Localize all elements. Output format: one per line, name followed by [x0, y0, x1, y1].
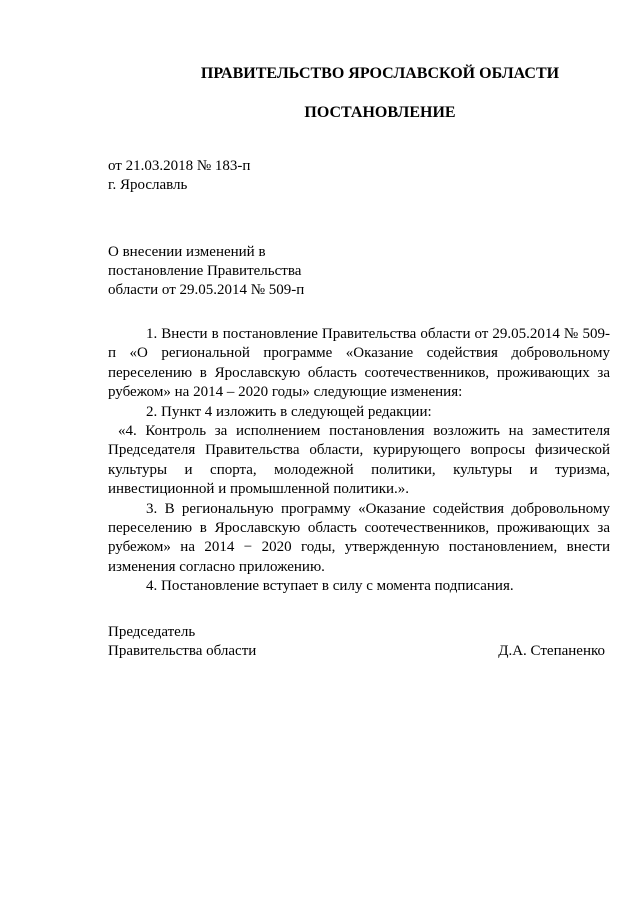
- document-meta: [108, 157, 250, 195]
- signatory-name: Д.А. Степаненко: [498, 643, 605, 659]
- body-paragraph: 3. В региональную программу «Оказание содействия добровольному переселению в Ярославскую область соотечественников, проживающих за рубежом» на 2014 − 2020 годы, утвержденную постановлением, внести изменения согласно приложению.: [108, 500, 610, 575]
- signatory-position-line: Председатель: [108, 624, 196, 640]
- date-number: от 21.03.2018 № 183-п: [108, 158, 251, 174]
- subject-line: постановление Правительства: [108, 263, 302, 279]
- subject-line: области от 29.05.2014 № 509-п: [108, 282, 305, 298]
- subject-line: О внесении изменений в: [108, 244, 266, 260]
- document-body: [108, 325, 610, 597]
- signatory-position-line: Правительства области: [108, 643, 257, 659]
- body-paragraph: «4. Контроль за исполнением постановления возложить на заместителя Председателя Правительства области, курирующего вопросы физической культуры и спорта, молодежной политики, культуры и туризма, инвестиционной и промышленной политики.».: [108, 423, 610, 498]
- body-paragraph: 2. Пункт 4 изложить в следующей редакции:: [146, 403, 432, 420]
- document-type-title: ПОСТАНОВЛЕНИЕ: [304, 104, 456, 121]
- document-subject: [108, 243, 304, 300]
- organization-title: ПРАВИТЕЛЬСТВО ЯРОСЛАВСКОЙ ОБЛАСТИ: [200, 65, 560, 82]
- signatory-position: [108, 623, 256, 661]
- city: г. Ярославль: [108, 177, 188, 193]
- body-paragraph: 4. Постановление вступает в силу с момента подписания.: [146, 578, 514, 595]
- body-paragraph: 1. Внести в постановление Правительства области от 29.05.2014 № 509-п «О региональной программе «Оказание содействия добровольному переселению в Ярославскую область соотечественников, проживающих за рубежом» на 2014 – 2020 годы» следующие изменения:: [108, 326, 610, 401]
